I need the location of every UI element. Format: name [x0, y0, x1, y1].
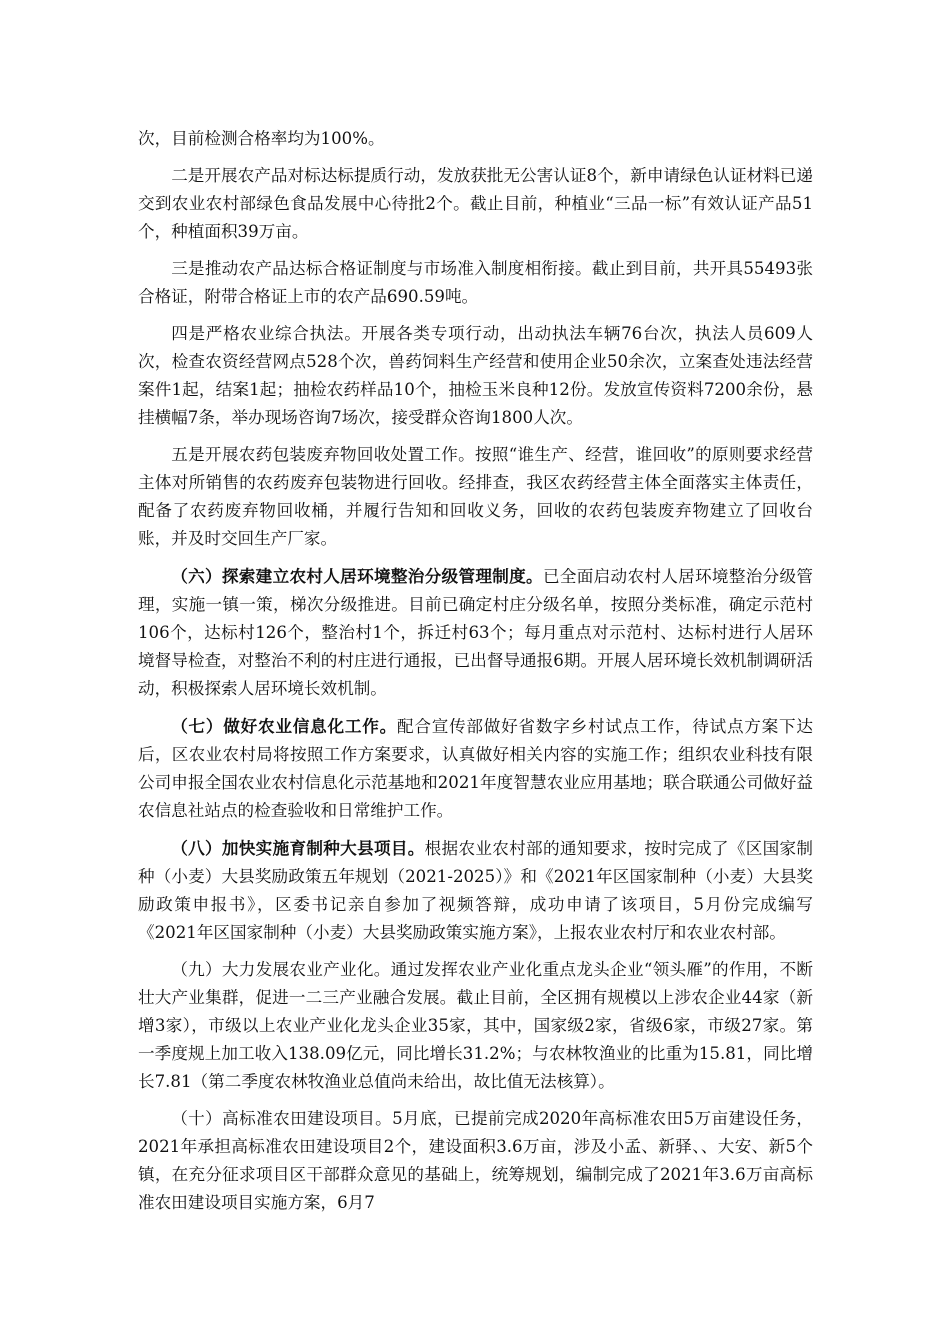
- paragraph-text: 四是严格农业综合执法。开展各类专项行动，出动执法车辆76台次，执法人员609人次，检查农资经营网点528个次，兽药饲料生产经营和使用企业50余次，立案查处违法经营案件1起，结案1起；抽检农药样品10个，抽检玉米良种12份。发放宣传资料7200余份，悬挂横幅7条，举办现场咨询7场次，接受群众咨询1800人次。: [138, 324, 813, 427]
- paragraph-text: 次，目前检测合格率均为100%。: [138, 129, 385, 148]
- paragraph-seed-county: [138, 834, 813, 947]
- paragraph-text: （十）高标准农田建设项目。5月底，已提前完成2020年高标准农田5万亩建设任务，2021年承担高标准农田建设项目2个，建设面积3.6万亩，涉及小孟、新驿、、大安、新5个镇，在充分征求项目区干部群众意见的基础上，统筹规划，编制完成了2021年3.6万亩高标准农田建设项目实施方案，6月7: [138, 1109, 813, 1212]
- paragraph-informatization: [138, 712, 813, 825]
- paragraph-pesticide-recycling: [138, 441, 813, 553]
- paragraph-text: 五是开展农药包装废弃物回收处置工作。按照“谁生产、经营，谁回收”的原则要求经营主体对所销售的农药废弃包装物进行回收。经排查，我区农药经营主体全面落实主体责任，配备了农药废弃物回收桶，并履行告知和回收义务，回收的农药包装废弃物建立了回收台账，并及时交回生产厂家。: [138, 445, 813, 548]
- paragraph-farmland-project: [138, 1105, 813, 1217]
- paragraph-law-enforcement: [138, 320, 813, 432]
- paragraph-industrialization: [138, 956, 813, 1096]
- section-heading: （八）加快实施育制种大县项目。: [171, 838, 425, 858]
- paragraph-text: 根据农业农村部的通知要求，按时完成了《区国家制种（小麦）大县奖励政策五年规划（2021-2025）》和《2021年区国家制种（小麦）大县奖励政策申报书》，区委书记亲自参加了视频答辩，成功申请了该项目，5月份完成编写《2021年区国家制种（小麦）大县奖励政策实施方案》，上报农业农村厅和农业农村部。: [138, 839, 814, 942]
- paragraph-continuation: [138, 125, 813, 153]
- paragraph-text: 三是推动农产品达标合格证制度与市场准入制度相衔接。截止到目前，共开具55493张合格证，附带合格证上市的农产品690.59吨。: [138, 259, 813, 306]
- section-heading: （七）做好农业信息化工作。: [171, 716, 397, 736]
- paragraph-certificate-system: [138, 255, 813, 311]
- paragraph-text: 二是开展农产品对标达标提质行动，发放获批无公害认证8个，新申请绿色认证材料已递交到农业农村部绿色食品发展中心待批2个。截止目前，种植业“三品一标”有效认证产品51个，种植面积39万亩。: [138, 166, 813, 241]
- paragraph-rural-environment: [138, 562, 813, 703]
- document-page: [138, 125, 813, 1226]
- paragraph-text: （九）大力发展农业产业化。通过发挥农业产业化重点龙头企业“领头雁”的作用，不断壮大产业集群，促进一二三产业融合发展。截止目前，全区拥有规模以上涉农企业44家（新增3家），市级以上农业产业化龙头企业35家，其中，国家级2家，省级6家，市级27家。第一季度规上加工收入138.09亿元，同比增长31.2%；与农林牧渔业的比重为15.81，同比增长7.81（第二季度农林牧渔业总值尚未给出，故比值无法核算）。: [138, 960, 813, 1091]
- paragraph-text: 已全面启动农村人居环境整治分级管理，实施一镇一策，梯次分级推进。目前已确定村庄分级名单，按照分类标准，确定示范村106个，达标村126个，整治村1个，拆迁村63个；每月重点对示范村、达标村进行人居环境督导检查，对整治不利的村庄进行通报，已出督导通报6期。开展人居环境长效机制调研活动，积极探索人居环境长效机制。: [138, 567, 814, 698]
- paragraph-certification: [138, 162, 813, 246]
- paragraph-text: 配合宣传部做好省数字乡村试点工作，待试点方案下达后，区农业农村局将按照工作方案要求，认真做好相关内容的实施工作；组织农业科技有限公司申报全国农业农村信息化示范基地和2021年度智慧农业应用基地；联合联通公司做好益农信息社站点的检查验收和日常维护工作。: [138, 717, 814, 820]
- section-heading: （六）探索建立农村人居环境整治分级管理制度。: [171, 566, 543, 586]
